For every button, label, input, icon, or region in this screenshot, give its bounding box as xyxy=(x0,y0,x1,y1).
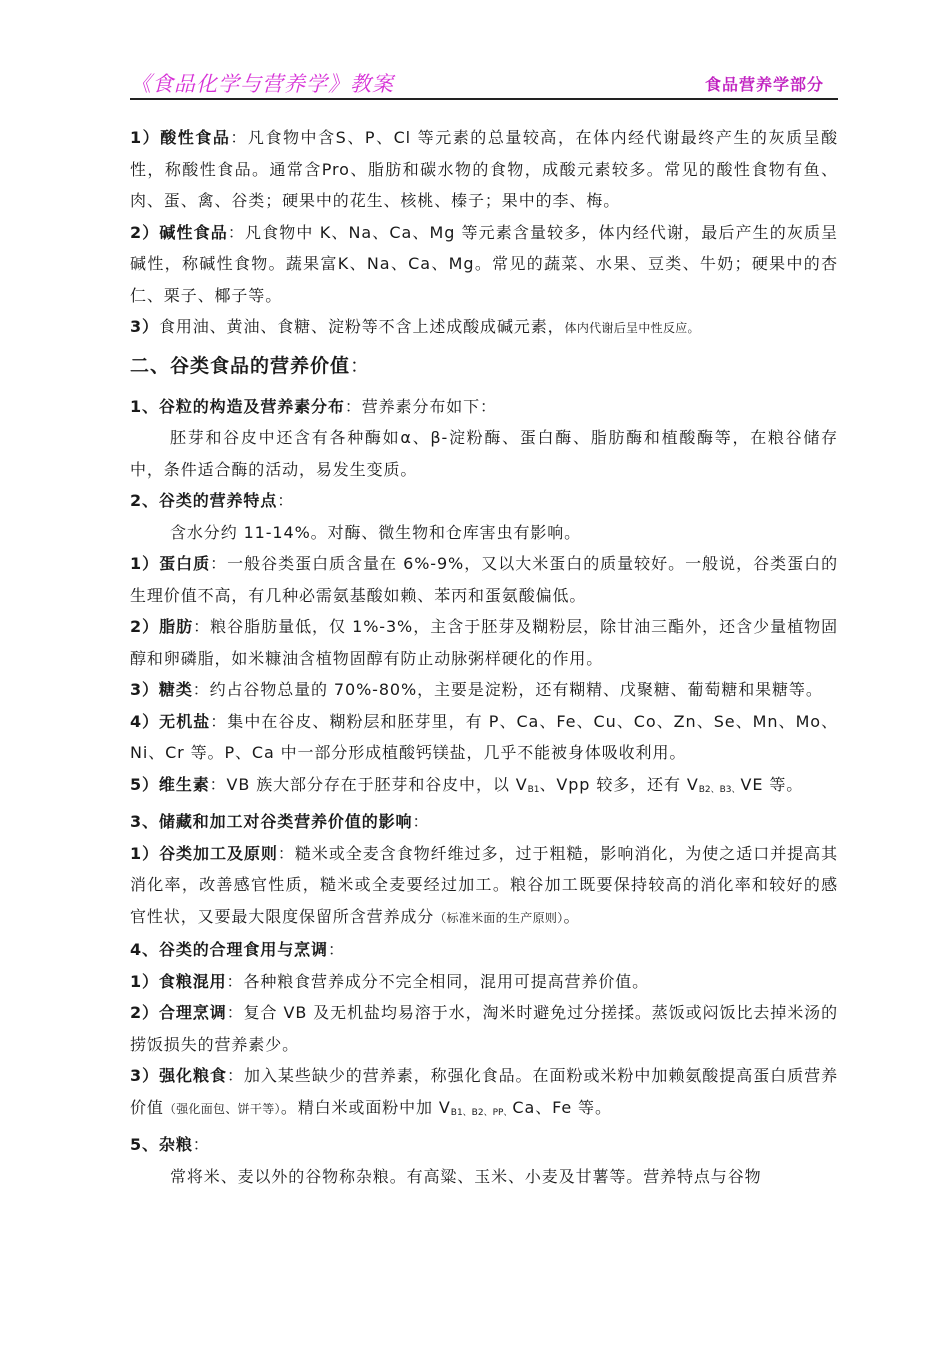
subheading-grain-structure xyxy=(130,391,838,423)
paragraph-mixed-grains xyxy=(130,966,838,998)
paragraph-protein xyxy=(130,548,838,611)
vitamin-text-1: ：VB 族大部分存在于胚芽和谷皮中，以 V xyxy=(209,774,528,794)
cooking-text: ：复合 VB 及无机盐均易溶于水，淘米时避免过分搓揉。蒸饭或闷饭比去掉米汤的捞饭损失的营养素少。 xyxy=(130,1003,838,1054)
fortified-text-2: 。精白米或面粉中加 V xyxy=(280,1097,451,1117)
term-alkaline-food: 2）碱性食品 xyxy=(130,222,228,242)
subheading-text: 3、储藏和加工对谷类营养价值的影响 xyxy=(130,812,413,831)
fortified-text-3: Ca、Fe 等。 xyxy=(512,1097,612,1117)
subheading-rest: ： xyxy=(277,491,295,510)
section-heading-colon: ： xyxy=(350,354,371,377)
term-mineral: 4）无机盐 xyxy=(130,711,211,731)
subheading-rest: ： xyxy=(412,812,430,831)
term-fortified: 3）强化粮食 xyxy=(130,1066,227,1085)
neutral-food-note: 体内代谢后呈中性反应。 xyxy=(564,321,700,335)
paragraph-vitamin xyxy=(130,769,838,807)
paragraph-alkaline-food xyxy=(130,217,838,312)
alkaline-food-text: ：凡食物中 K、Na、Ca、Mg 等元素含量较多，体内经代谢，最后产生的灰质呈碱性，称碱性食物。蔬果富K、Na、Ca、Mg。常见的蔬菜、水果、豆类、牛奶；硬果中的杏仁、栗子、椰子等。 xyxy=(130,222,838,305)
page-content xyxy=(130,122,838,1192)
subheading-nutrition-features xyxy=(130,485,838,517)
term-processing: 1）谷类加工及原则 xyxy=(130,843,278,863)
subheading-text: 5、杂粮 xyxy=(130,1135,193,1154)
vitamin-text-3: VE 等。 xyxy=(740,774,804,794)
section-label: 食品营养学部分 xyxy=(704,75,824,94)
subheading-text: 2、谷类的营养特点 xyxy=(130,491,278,510)
acid-food-text: ：凡食物中含S、P、Cl 等元素的总量较高，在体内经代谢最终产生的灰质呈酸性，称酸性食品。通常含Pro、脂肪和碳水物的食物，成酸元素较多。常见的酸性食物有鱼、肉、蛋、禽、谷类；硬果中的花生、核桃、榛子；果中的李、梅。 xyxy=(130,128,838,210)
subheading-text: 4、谷类的合理食用与烹调 xyxy=(130,940,328,959)
fat-text: ：粮谷脂肪量低，仅 1%-3%，主含于胚芽及糊粉层，除甘油三酯外，还含少量植物固醇和卵磷脂，如米糠油含植物固醇有防止动脉粥样硬化的作用。 xyxy=(130,617,838,668)
paragraph-sugar xyxy=(130,674,838,706)
paragraph-moisture: 含水分约 11-14%。对酶、微生物和仓库害虫有影响。 xyxy=(170,522,582,542)
paragraph-mineral xyxy=(130,706,838,769)
paragraph-cooking xyxy=(130,997,838,1060)
paragraph-coarse-grains: 常将米、麦以外的谷物称杂粮。有高粱、玉米、小麦及甘薯等。营养特点与谷物 xyxy=(170,1166,762,1186)
vitamin-text-2: 、Vpp 较多，还有 V xyxy=(539,774,699,794)
term-mixed-grains: 1）食粮混用 xyxy=(130,971,227,991)
term-protein: 1）蛋白质 xyxy=(130,554,211,573)
paragraph-processing xyxy=(130,838,838,935)
vitamin-subscript-1: B1 xyxy=(527,784,540,795)
processing-note: （标准米面的生产原则） xyxy=(434,910,564,925)
mixed-grains-text: ：各种粮食营养成分不完全相同，混用可提高营养价值。 xyxy=(226,971,650,991)
paragraph-acid-food xyxy=(130,122,838,217)
paragraph-fat xyxy=(130,611,838,674)
fortified-note: （强化面包、饼干等） xyxy=(163,1101,281,1116)
neutral-food-text: 食用油、黄油、食糖、淀粉等不含上述成酸成碱元素， xyxy=(158,317,565,336)
vitamin-subscript-2: B2、B3、 xyxy=(698,784,741,795)
term-cooking: 2）合理烹调 xyxy=(130,1003,227,1022)
paragraph-enzymes: 胚芽和谷皮中还含有各种酶如α、β-淀粉酶、蛋白酶、脂肪酶和植酸酶等，在粮谷储存中，条件适合酶的活动，易发生变质。 xyxy=(130,428,838,479)
term-sugar: 3）糖类 xyxy=(130,680,193,699)
subheading-coarse-grains xyxy=(130,1129,838,1161)
term-vitamin: 5）维生素 xyxy=(130,774,210,794)
term-acid-food: 1）酸性食品 xyxy=(130,128,231,147)
subheading-storage-processing xyxy=(130,806,838,838)
processing-end: 。 xyxy=(563,906,581,926)
term-neutral-number: 3） xyxy=(130,317,159,336)
subheading-text: 1、谷粒的构造及营养素分布 xyxy=(130,396,345,416)
page-header xyxy=(130,66,838,100)
protein-text: ：一般谷类蛋白质含量在 6%-9%，又以大米蛋白的质量较好。一般说，谷类蛋白的生理价值不高，有几种必需氨基酸如赖、苯丙和蛋氨酸偏低。 xyxy=(130,554,838,605)
mineral-text: ：集中在谷皮、糊粉层和胚芽里，有 P、Ca、Fe、Cu、Co、Zn、Se、Mn、Mo、Ni、Cr 等。P、Ca 中一部分形成植酸钙镁盐，几乎不能被身体吸收利用。 xyxy=(130,711,838,762)
sugar-text: ：约占谷物总量的 70%-80%，主要是淀粉，还有糊精、戊聚糖、葡萄糖和果糖等。 xyxy=(192,680,823,699)
term-fat: 2）脂肪 xyxy=(130,617,194,636)
subheading-rest: ：营养素分布如下： xyxy=(344,396,497,416)
section-heading-cereal xyxy=(130,349,838,383)
paragraph-fortified xyxy=(130,1060,838,1129)
fortified-text-1: ：加入某些缺少的营养素，称强化食品。在面粉或米粉中加赖氨酸提高蛋白质营养价值 xyxy=(130,1066,838,1117)
document-title: 《食品化学与营养学》教案 xyxy=(130,72,394,96)
subheading-rest: ： xyxy=(327,940,345,959)
section-heading-text: 二、谷类食品的营养价值 xyxy=(130,354,351,377)
subheading-rational-use xyxy=(130,934,838,966)
processing-text: ：糙米或全麦含食物纤维过多，过于粗糙，影响消化，为使之适口并提高其消化率，改善感官性质，糙米或全麦要经过加工。粮谷加工既要保持较高的消化率和较好的感官性状，又要最大限度保留所含营养成分 xyxy=(130,843,838,926)
paragraph-neutral-food xyxy=(130,311,838,345)
subheading-rest: ： xyxy=(192,1135,210,1154)
fortified-subscript: B1、B2、PP、 xyxy=(450,1107,513,1118)
